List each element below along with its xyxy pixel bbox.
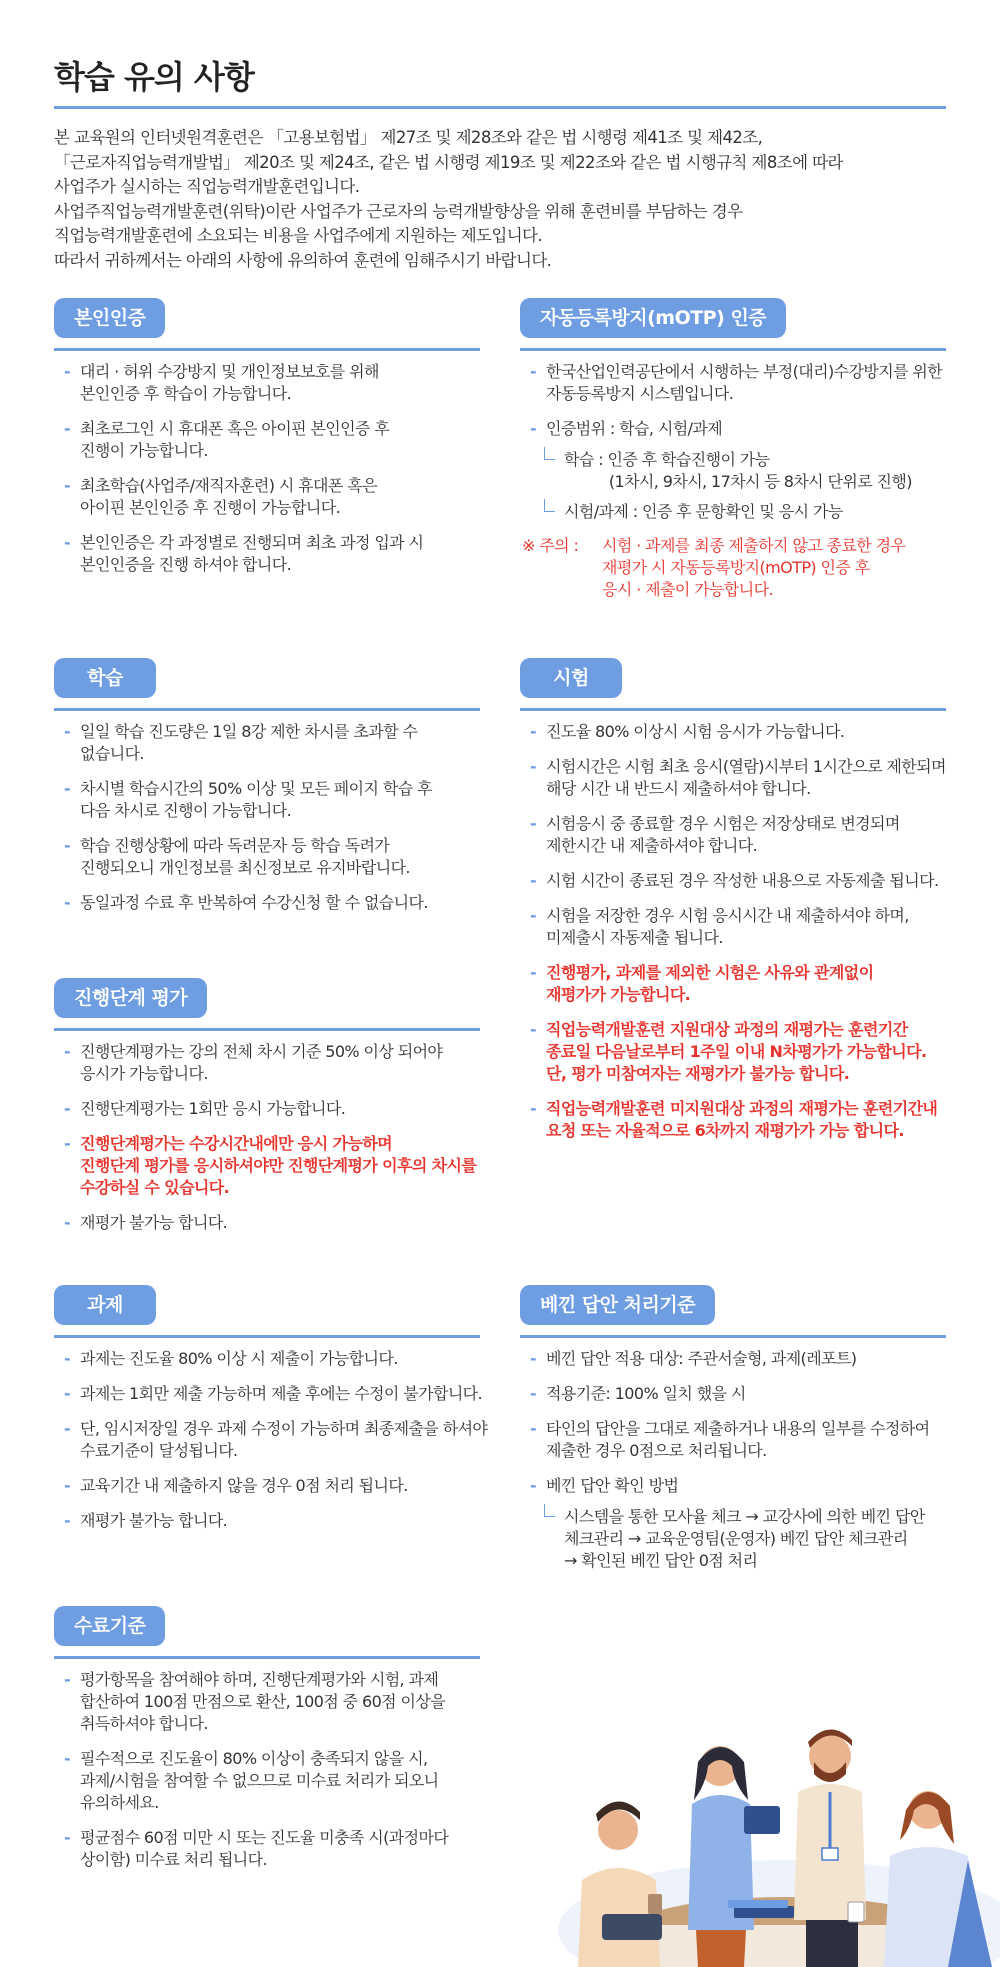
item-line: 응시가 가능합니다. [80, 1064, 208, 1083]
copy-list [520, 1348, 948, 1497]
list-item [54, 1669, 482, 1735]
item-line: - 직업능력개발훈련 미지원대상 과정의 재평가는 훈련기간내 [546, 1099, 938, 1118]
item-line: - 진행단계평가는 1회만 응시 가능합니다. [80, 1099, 346, 1118]
item-line: 다음 차시로 진행이 가능합니다. [80, 801, 292, 820]
section-divider [54, 1656, 480, 1659]
item-line: - 인증범위 : 학습, 시험/과제 [546, 419, 723, 438]
item-line: 요청 또는 자율적으로 6차까지 재평가가 가능 합니다. [546, 1121, 904, 1140]
intro-line: 따라서 귀하께서는 아래의 사항에 유의하여 훈련에 임해주시기 바랍니다. [54, 250, 552, 270]
item-line: - 한국산업인력공단에서 시행하는 부정(대리)수강방지를 위한 [546, 362, 943, 381]
progress-list [54, 1041, 482, 1234]
list-item [54, 1041, 482, 1085]
note-line: 재평가 시 자동등록방지(mOTP) 인증 후 [602, 558, 870, 577]
sub-item [520, 501, 948, 523]
item-line: - 필수적으로 진도율이 80% 이상이 충족되지 않을 시, [80, 1749, 428, 1768]
list-item [54, 532, 482, 576]
item-line: - 과제는 1회만 제출 가능하며 제출 후에는 수정이 불가합니다. [80, 1384, 483, 1403]
section-task [54, 1285, 488, 1545]
section-title-copy-answer: 베낀 답안 처리기준 [520, 1285, 715, 1325]
list-item [54, 1348, 482, 1370]
item-line: - 평균점수 60점 미만 시 또는 진도율 미충족 시(과정마다 [80, 1828, 449, 1847]
list-item [54, 1098, 482, 1120]
item-line: - 차시별 학습시간의 50% 이상 및 모든 페이지 학습 후 [80, 779, 432, 798]
item-line: 재평가가 가능합니다. [546, 985, 691, 1004]
section-title-exam: 시험 [520, 658, 622, 698]
item-line: 자동등록방지 시스템입니다. [546, 384, 734, 403]
list-item [54, 1212, 482, 1234]
section-motp [520, 298, 948, 601]
branch-icon [544, 1504, 555, 1517]
item-line: - 교육기간 내 제출하지 않을 경우 0점 처리 됩니다. [80, 1476, 408, 1495]
item-line: 유의하세요. [80, 1793, 159, 1812]
sub-item [520, 449, 948, 493]
section-title-study: 학습 [54, 658, 156, 698]
list-item [520, 1475, 948, 1497]
list-item [54, 1475, 482, 1497]
list-item [54, 475, 482, 519]
item-line: 시스템을 통한 모사율 체크 → 교강사에 의한 베낀 답안 [564, 1507, 925, 1526]
list-item [54, 892, 482, 914]
item-line: - 최초학습(사업주/재직자훈련) 시 휴대폰 혹은 [80, 476, 377, 495]
list-item [54, 1383, 482, 1405]
item-line: 수강하실 수 있습니다. [80, 1178, 230, 1197]
list-item [520, 418, 948, 440]
list-item-warning [520, 1098, 948, 1142]
list-item [54, 1748, 482, 1814]
item-line: 학습 : 인증 후 학습진행이 가능 [564, 450, 770, 469]
task-list [54, 1348, 488, 1532]
item-line: - 시험을 저장한 경우 시험 응시시간 내 제출하셔야 하며, [546, 906, 909, 925]
list-item-warning [54, 1133, 482, 1199]
motp-list [520, 361, 948, 440]
item-line: 제출한 경우 0점으로 처리됩니다. [546, 1441, 767, 1460]
note-line: 시험 · 과제를 최종 제출하지 않고 종료한 경우 [602, 536, 906, 555]
list-item [520, 756, 948, 800]
list-item [54, 418, 482, 462]
item-line: → 확인된 베낀 답안 0점 처리 [564, 1551, 758, 1570]
list-item-warning [520, 1019, 948, 1085]
item-line: 해당 시간 내 반드시 제출하셔야 합니다. [546, 779, 811, 798]
section-study [54, 658, 482, 927]
item-line: 본인인증 후 학습이 가능합니다. [80, 384, 292, 403]
section-divider [54, 348, 480, 351]
section-exam [520, 658, 948, 1155]
item-line: 시험/과제 : 인증 후 문항확인 및 응시 가능 [564, 502, 843, 521]
list-item [520, 813, 948, 857]
list-item [54, 361, 482, 405]
item-line: - 재평가 불가능 합니다. [80, 1511, 228, 1530]
item-line: - 학습 진행상황에 따라 독려문자 등 학습 독려가 [80, 836, 390, 855]
list-item-warning [520, 962, 948, 1006]
item-line: - 베낀 답안 확인 방법 [546, 1476, 679, 1495]
list-item [520, 1418, 948, 1462]
list-item [54, 1418, 488, 1462]
section-divider [54, 1335, 480, 1338]
section-title-motp: 자동등록방지(mOTP) 인증 [520, 298, 786, 338]
item-line: - 평가항목을 참여해야 하며, 진행단계평가와 시험, 과제 [80, 1670, 439, 1689]
section-divider [54, 708, 480, 711]
sub-item [520, 1506, 948, 1572]
item-line: (1차시, 9차시, 17차시 등 8차시 단위로 진행) [564, 472, 912, 491]
item-line: - 본인인증은 각 과정별로 진행되며 최초 과정 입과 시 [80, 533, 424, 552]
page-title: 학습 유의 사항 [54, 58, 254, 96]
item-line: - 재평가 불가능 합니다. [80, 1213, 228, 1232]
list-item [520, 870, 948, 892]
title-divider [54, 106, 946, 109]
item-line: - 직업능력개발훈련 지원대상 과정의 재평가는 훈련기간 [546, 1020, 908, 1039]
list-item [54, 1510, 482, 1532]
section-progress-eval [54, 978, 482, 1247]
branch-icon [544, 447, 555, 460]
item-line: - 일일 학습 진도량은 1일 8강 제한 차시를 초과할 수 [80, 722, 418, 741]
item-line: 체크관리 → 교육운영팀(운영자) 베낀 답안 체크관리 [564, 1529, 908, 1548]
intro-line: 사업주직업능력개발훈련(위탁)이란 사업주가 근로자의 능력개발향상을 위해 훈련비를 부담하는 경우 [54, 201, 743, 221]
auth-list [54, 361, 482, 576]
item-line: - 시험응시 중 종료할 경우 시험은 저장상태로 변경되며 [546, 814, 900, 833]
section-completion [54, 1606, 482, 1884]
intro-line: 직업능력개발훈련에 소요되는 비용을 사업주에게 지원하는 제도입니다. [54, 226, 543, 245]
item-line: 진행이 가능합니다. [80, 441, 208, 460]
item-line: - 시험시간은 시험 최초 응시(열람)시부터 1시간으로 제한되며 [546, 757, 946, 776]
list-item [54, 778, 482, 822]
item-line: - 적용기준: 100% 일치 했을 시 [546, 1384, 746, 1403]
branch-icon [544, 499, 555, 512]
list-item [520, 905, 948, 949]
section-divider [520, 348, 946, 351]
section-title-auth: 본인인증 [54, 298, 165, 338]
item-line: 단, 평가 미참여자는 재평가가 불가능 합니다. [546, 1064, 850, 1083]
intro-line: 본 교육원의 인터넷원격훈련은 「고용보험법」 제27조 및 제28조와 같은 법 시행령 제41조 및 제42조, [54, 128, 763, 147]
list-item [54, 835, 482, 879]
study-list [54, 721, 482, 914]
note-line: 응시 · 제출이 가능합니다. [602, 580, 773, 599]
item-line: - 진행평가, 과제를 제외한 시험은 사유와 관계없이 [546, 963, 874, 982]
list-item [54, 721, 482, 765]
item-line: - 시험 시간이 종료된 경우 작성한 내용으로 자동제출 됩니다. [546, 871, 939, 890]
item-line: 수료기준이 달성됩니다. [80, 1441, 238, 1460]
item-line: - 진행단계평가는 강의 전체 차시 기준 50% 이상 되어야 [80, 1042, 443, 1061]
item-line: - 동일과정 수료 후 반복하여 수강신청 할 수 없습니다. [80, 893, 428, 912]
section-auth [54, 298, 482, 589]
item-line: 취득하셔야 합니다. [80, 1714, 208, 1733]
item-line: - 대리 · 허위 수강방지 및 개인정보보호를 위해 [80, 362, 379, 381]
item-line: 제한시간 내 제출하셔야 합니다. [546, 836, 758, 855]
warning-label: ※ 주의 : [522, 536, 579, 555]
item-line: - 단, 임시저장일 경우 과제 수정이 가능하며 최종제출을 하셔야 [80, 1419, 488, 1438]
item-line: 미제출시 자동제출 됩니다. [546, 928, 723, 947]
item-line: 진행되오니 개인정보를 최신정보로 유지바랍니다. [80, 858, 410, 877]
item-line: - 진행단계평가는 수강시간내에만 응시 가능하며 [80, 1134, 393, 1153]
intro-line: 「근로자직업능력개발법」 제20조 및 제24조, 같은 법 시행령 제19조 및 제22조와 같은 법 시행규칙 제8조에 따라 [54, 152, 843, 172]
completion-list [54, 1669, 482, 1871]
list-item [520, 361, 948, 405]
warning-note [520, 535, 948, 601]
exam-list [520, 721, 948, 1142]
section-title-completion: 수료기준 [54, 1606, 165, 1646]
item-line: - 베낀 답안 적용 대상: 주관서술형, 과제(레포트) [546, 1349, 857, 1368]
intro-line: 사업주가 실시하는 직업능력개발훈련입니다. [54, 177, 360, 196]
list-item [520, 1383, 948, 1405]
team-illustration [548, 1680, 1000, 1967]
section-copy-answer [520, 1285, 948, 1584]
section-title-task: 과제 [54, 1285, 156, 1325]
item-line: - 타인의 답안을 그대로 제출하거나 내용의 일부를 수정하여 [546, 1419, 930, 1438]
item-line: - 진도율 80% 이상시 시험 응시가 가능합니다. [546, 722, 845, 741]
section-divider [520, 708, 946, 711]
item-line: 진행단계 평가를 응시하셔야만 진행단계평가 이후의 차시를 [80, 1156, 477, 1175]
section-divider [54, 1028, 480, 1031]
item-line: 합산하여 100점 만점으로 환산, 100점 중 60점 이상을 [80, 1692, 446, 1711]
item-line: 과제/시험을 참여할 수 없으므로 미수료 처리가 되오니 [80, 1771, 439, 1790]
section-title-progress-eval: 진행단계 평가 [54, 978, 207, 1018]
list-item [520, 721, 948, 743]
list-item [54, 1827, 482, 1871]
intro-text [54, 126, 954, 273]
item-line: 아이핀 본인인증 후 진행이 가능합니다. [80, 498, 341, 517]
item-line: 없습니다. [80, 744, 144, 763]
item-line: - 과제는 진도율 80% 이상 시 제출이 가능합니다. [80, 1349, 398, 1368]
item-line: 본인인증을 진행 하셔야 합니다. [80, 555, 292, 574]
item-line: 종료일 다음날로부터 1주일 이내 N차평가가 가능합니다. [546, 1042, 927, 1061]
section-divider [520, 1335, 946, 1338]
item-line: 상이함) 미수료 처리 됩니다. [80, 1850, 268, 1869]
item-line: - 최초로그인 시 휴대폰 혹은 아이핀 본인인증 후 [80, 419, 390, 438]
list-item [520, 1348, 948, 1370]
